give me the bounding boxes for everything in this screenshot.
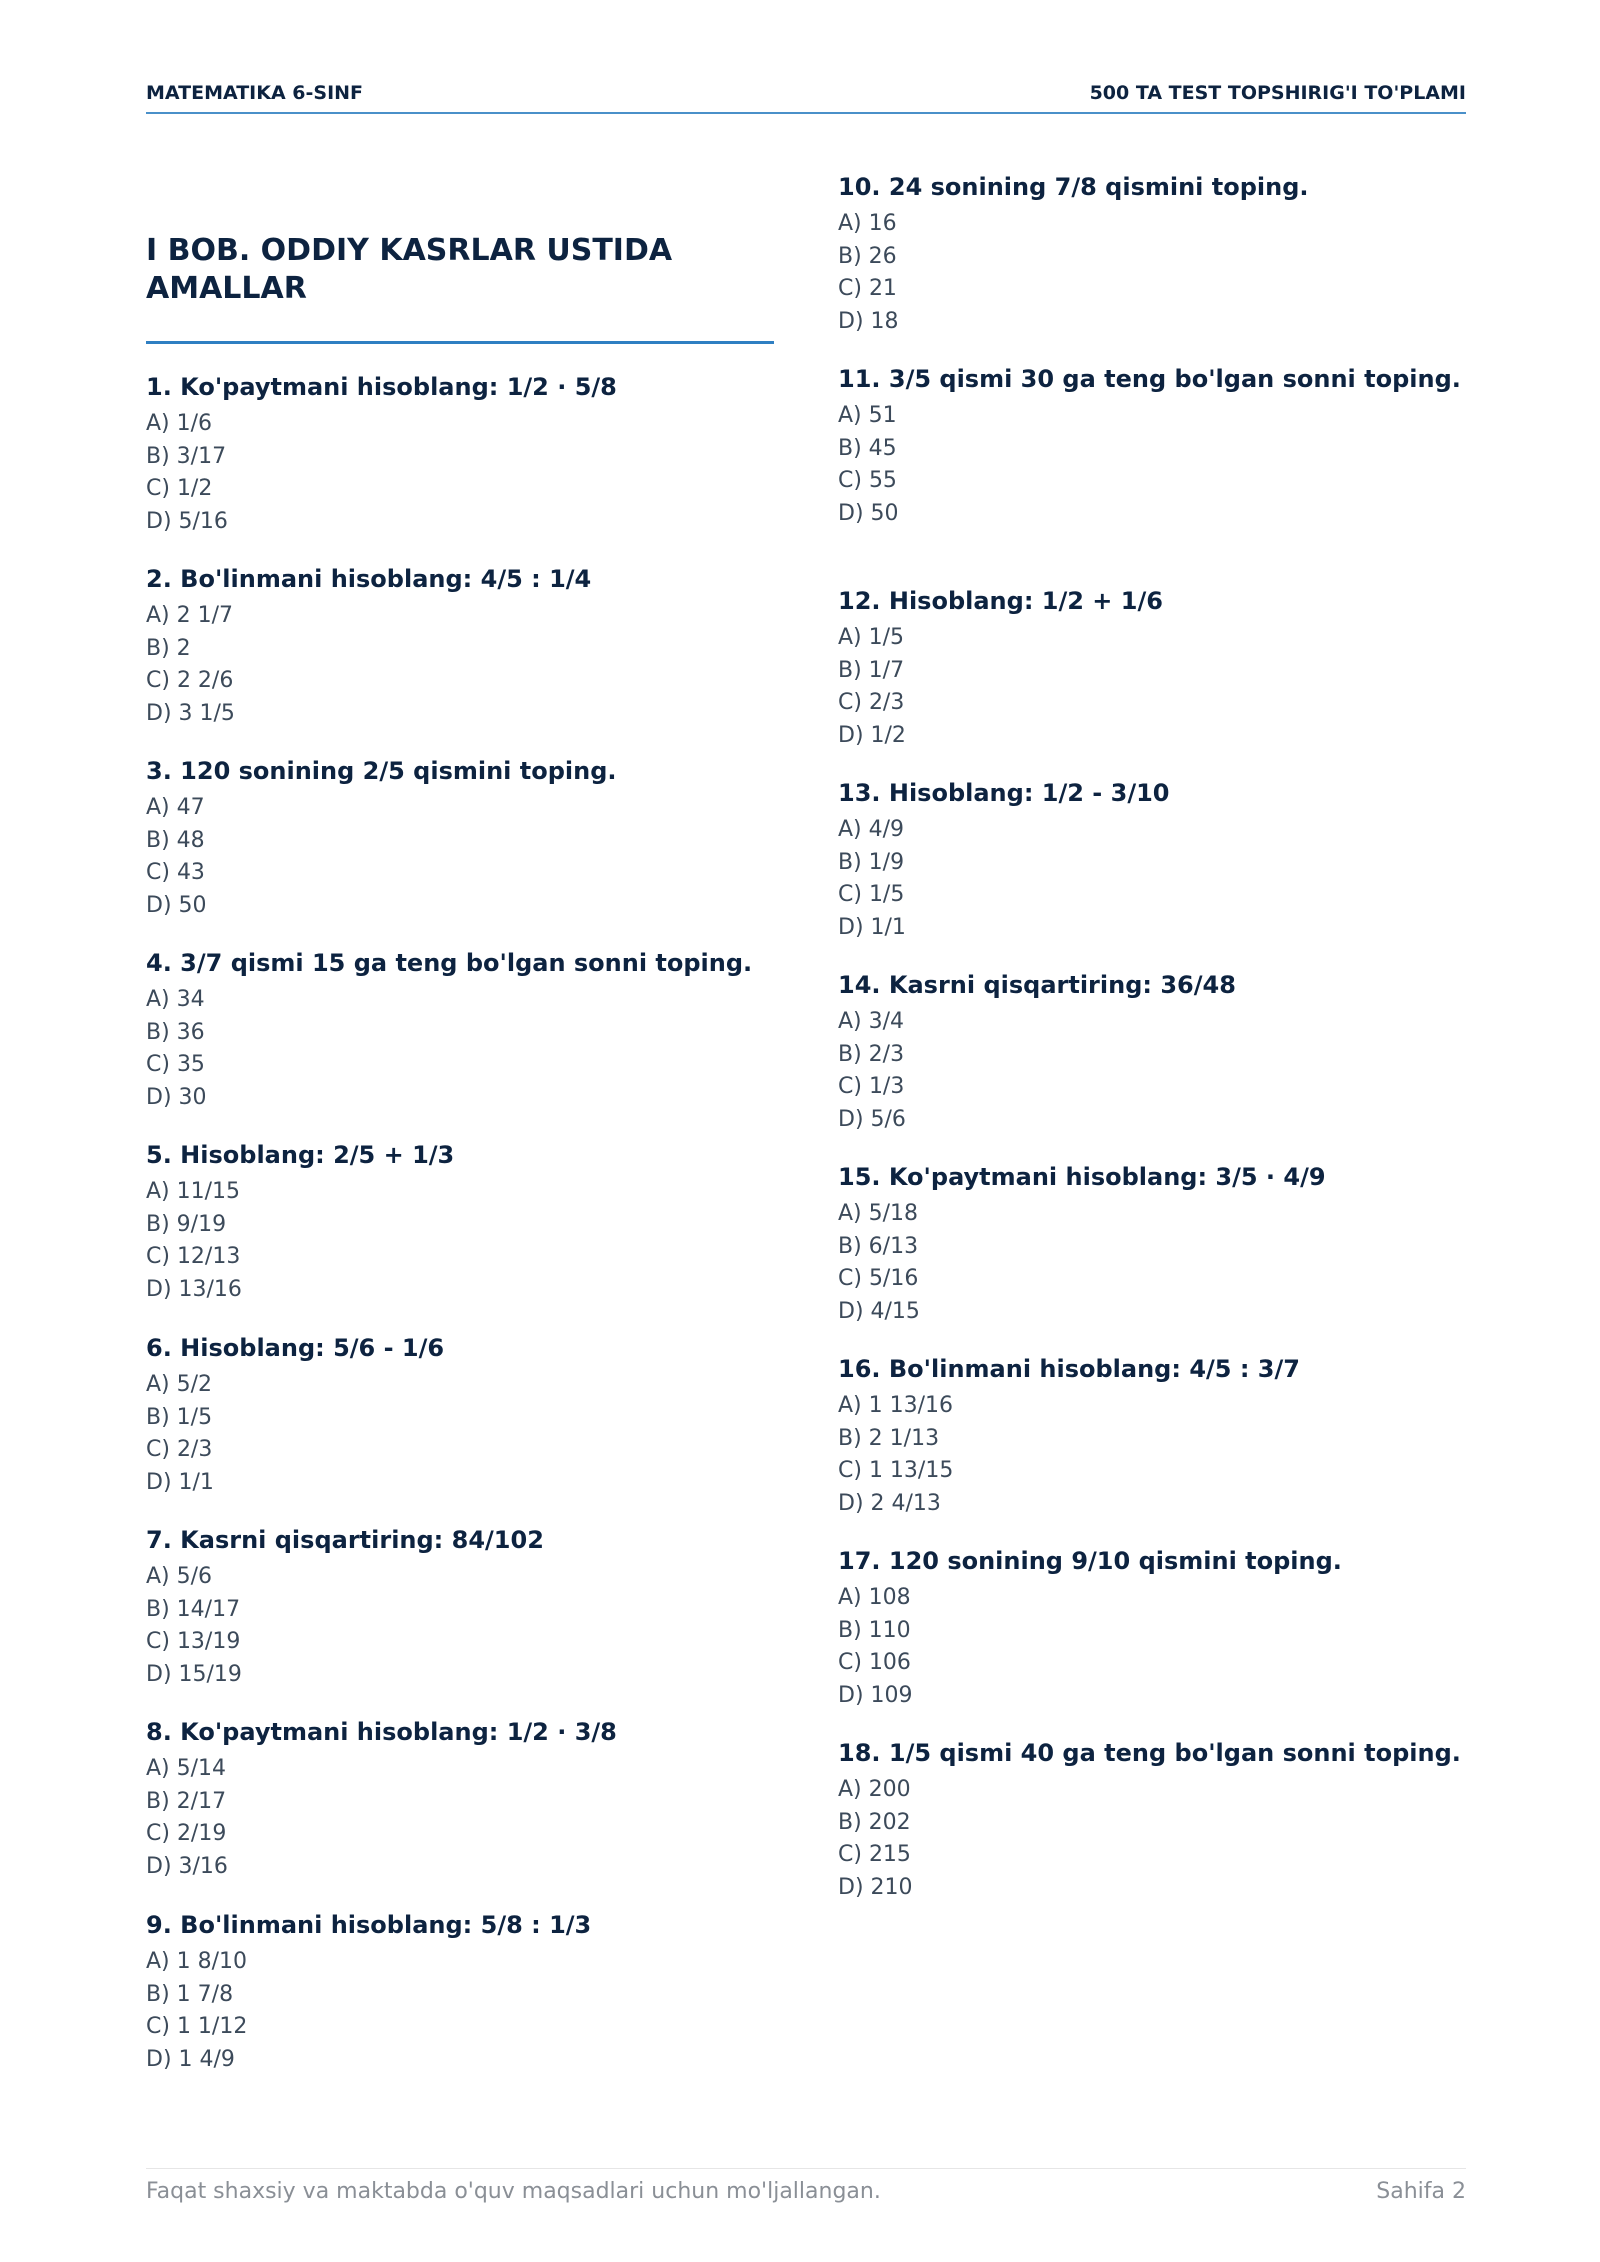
answer-option: A) 11/15	[146, 1179, 241, 1204]
question-2	[146, 564, 776, 730]
answer-option: C) 5/16	[838, 1266, 919, 1291]
answer-option: B) 2/3	[838, 1041, 905, 1067]
answer-option: C) 1 1/12	[146, 2014, 248, 2039]
answer-option: D) 50	[146, 892, 207, 918]
answer-option: D) 30	[146, 1084, 207, 1110]
answer-option: C) 1/2	[146, 476, 213, 501]
question-11	[838, 364, 1478, 530]
question-15	[838, 1162, 1478, 1328]
answer-option: D) 13/16	[146, 1276, 242, 1302]
question-title: 8. Ko'paytmani hisoblang: 1/2 · 3/8	[146, 1718, 617, 1746]
answer-option: D) 5/16	[146, 508, 228, 534]
question-title: 10. 24 sonining 7/8 qismini toping.	[838, 173, 1309, 201]
answer-option: B) 2	[146, 635, 191, 661]
answer-option: A) 200	[838, 1777, 911, 1802]
answer-option: A) 1 13/16	[838, 1393, 954, 1418]
page-footer	[146, 2168, 1466, 2204]
question-17	[838, 1546, 1478, 1712]
chapter-title: I BOB. ODDIY KASRLAR USTIDA AMALLAR	[146, 233, 673, 306]
question-13	[838, 778, 1478, 944]
question-title: 14. Kasrni qisqartiring: 36/48	[838, 971, 1236, 999]
answer-option: B) 2 1/13	[838, 1425, 940, 1451]
answer-option: C) 1/5	[838, 882, 905, 907]
answer-option: D) 1/1	[146, 1469, 214, 1495]
header-subject: MATEMATIKA 6-SINF	[146, 82, 364, 104]
question-10	[838, 172, 1478, 338]
answer-option: A) 1/6	[146, 411, 213, 436]
question-title: 17. 120 sonining 9/10 qismini toping.	[838, 1547, 1342, 1575]
answer-option: B) 6/13	[838, 1233, 919, 1259]
question-1	[146, 372, 776, 538]
answer-option: A) 3/4	[838, 1009, 905, 1034]
question-16	[838, 1354, 1478, 1520]
answer-option: D) 50	[838, 500, 899, 526]
answer-option: A) 5/14	[146, 1756, 227, 1781]
answer-option: A) 5/6	[146, 1564, 213, 1589]
page-header	[146, 82, 1466, 114]
answer-option: C) 21	[838, 276, 897, 301]
answer-option: D) 5/6	[838, 1106, 906, 1132]
question-12	[838, 586, 1478, 752]
question-title: 11. 3/5 qismi 30 ga teng bo'lgan sonni toping.	[838, 365, 1461, 393]
answer-option: D) 1/1	[838, 914, 906, 940]
answer-option: A) 108	[838, 1585, 911, 1610]
answer-option: C) 55	[838, 468, 897, 493]
question-3	[146, 756, 776, 922]
header-collection-title: 500 TA TEST TOPSHIRIG'I TO'PLAMI	[1089, 82, 1466, 104]
question-title: 16. Bo'linmani hisoblang: 4/5 : 3/7	[838, 1355, 1300, 1383]
answer-option: A) 51	[838, 403, 897, 428]
answer-option: B) 1/7	[838, 657, 905, 683]
answer-option: A) 1 8/10	[146, 1949, 248, 1974]
answer-option: C) 215	[838, 1842, 911, 1867]
answer-option: D) 3/16	[146, 1853, 228, 1879]
question-title: 2. Bo'linmani hisoblang: 4/5 : 1/4	[146, 565, 592, 593]
question-title: 12. Hisoblang: 1/2 + 1/6	[838, 587, 1163, 615]
answer-option: D) 1/2	[838, 722, 906, 748]
question-9	[146, 1910, 776, 2076]
answer-option: C) 2 2/6	[146, 668, 234, 693]
answer-option: D) 1 4/9	[146, 2046, 235, 2072]
question-4	[146, 948, 776, 1114]
answer-option: B) 2/17	[146, 1788, 227, 1814]
answer-option: A) 5/2	[146, 1372, 213, 1397]
question-title: 1. Ko'paytmani hisoblang: 1/2 · 5/8	[146, 373, 617, 401]
answer-option: C) 2/19	[146, 1821, 227, 1846]
answer-option: B) 1/9	[838, 849, 905, 875]
answer-option: C) 13/19	[146, 1629, 241, 1654]
question-title: 5. Hisoblang: 2/5 + 1/3	[146, 1141, 455, 1169]
page-number: Sahifa 2	[1376, 2179, 1466, 2204]
answer-option: D) 4/15	[838, 1298, 920, 1324]
answer-option: D) 18	[838, 308, 899, 334]
question-5	[146, 1140, 776, 1306]
answer-option: A) 5/18	[838, 1201, 919, 1226]
answer-option: A) 47	[146, 795, 205, 820]
answer-option: A) 16	[838, 211, 897, 236]
answer-option: B) 26	[838, 243, 897, 269]
answer-option: D) 210	[838, 1874, 913, 1900]
question-title: 18. 1/5 qismi 40 ga teng bo'lgan sonni toping.	[838, 1739, 1461, 1767]
question-title: 9. Bo'linmani hisoblang: 5/8 : 1/3	[146, 1911, 592, 1939]
question-title: 6. Hisoblang: 5/6 - 1/6	[146, 1334, 445, 1362]
answer-option: D) 2 4/13	[838, 1490, 941, 1516]
answer-option: C) 1/3	[838, 1074, 905, 1099]
answer-option: C) 2/3	[146, 1437, 213, 1462]
answer-option: C) 2/3	[838, 690, 905, 715]
answer-option: B) 3/17	[146, 443, 227, 469]
answer-option: D) 15/19	[146, 1661, 242, 1687]
answer-option: B) 202	[838, 1809, 911, 1835]
answer-option: B) 48	[146, 827, 205, 853]
answer-option: C) 35	[146, 1052, 205, 1077]
answer-option: B) 14/17	[146, 1596, 241, 1622]
answer-option: B) 36	[146, 1019, 205, 1045]
question-7	[146, 1525, 776, 1691]
question-14	[838, 970, 1478, 1136]
answer-option: C) 1 13/15	[838, 1458, 954, 1483]
answer-option: A) 34	[146, 987, 205, 1012]
answer-option: B) 45	[838, 435, 897, 461]
answer-option: A) 2 1/7	[146, 603, 234, 628]
answer-option: A) 1/5	[838, 625, 905, 650]
question-8	[146, 1717, 776, 1883]
question-title: 13. Hisoblang: 1/2 - 3/10	[838, 779, 1170, 807]
chapter-divider	[146, 341, 774, 344]
answer-option: B) 1/5	[146, 1404, 213, 1430]
answer-option: D) 109	[838, 1682, 913, 1708]
question-title: 3. 120 sonining 2/5 qismini toping.	[146, 757, 617, 785]
answer-option: B) 110	[838, 1617, 911, 1643]
question-6	[146, 1333, 776, 1499]
answer-option: C) 43	[146, 860, 205, 885]
answer-option: A) 4/9	[838, 817, 905, 842]
answer-option: B) 9/19	[146, 1211, 227, 1237]
answer-option: D) 3 1/5	[146, 700, 235, 726]
question-title: 4. 3/7 qismi 15 ga teng bo'lgan sonni toping.	[146, 949, 753, 977]
footer-note: Faqat shaxsiy va maktabda o'quv maqsadlari uchun mo'ljallangan.	[146, 2179, 881, 2204]
answer-option: B) 1 7/8	[146, 1981, 234, 2007]
question-18	[838, 1738, 1478, 1904]
question-title: 7. Kasrni qisqartiring: 84/102	[146, 1526, 544, 1554]
question-title: 15. Ko'paytmani hisoblang: 3/5 · 4/9	[838, 1163, 1326, 1191]
answer-option: C) 12/13	[146, 1244, 241, 1269]
answer-option: C) 106	[838, 1650, 911, 1675]
